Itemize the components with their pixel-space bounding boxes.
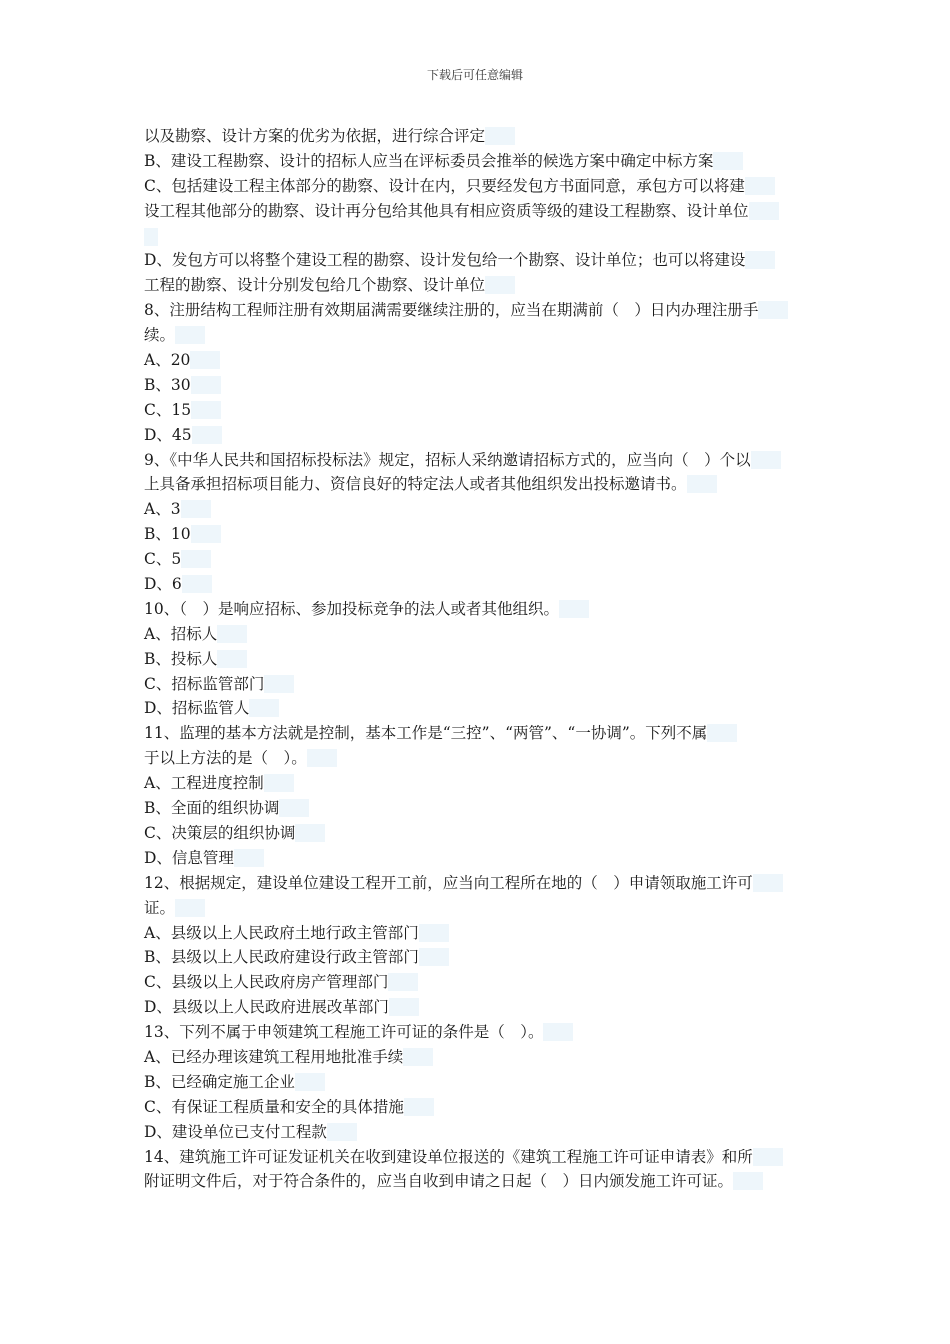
line-text: 9、《中华人民共和国招标投标法》规定，招标人采纳邀请招标方式的，应当向（ ）个以 (144, 451, 781, 469)
line-text: B、建设工程勘察、设计的招标人应当在评标委员会推举的候选方案中确定中标方案 (144, 152, 743, 170)
text-line (144, 821, 812, 846)
text-line (144, 1145, 812, 1170)
line-text: 附证明文件后，对于符合条件的，应当自收到申请之日起（ ）日内颁发施工许可证。 (144, 1172, 763, 1190)
text-line (144, 348, 812, 373)
text-line (144, 373, 812, 398)
line-text: 证。 (144, 899, 205, 917)
text-line (144, 995, 812, 1020)
line-text: C、县级以上人民政府房产管理部门 (144, 973, 418, 991)
text-line (144, 896, 812, 921)
line-text: 12、根据规定，建设单位建设工程开工前，应当向工程所在地的（ ）申请领取施工许可 (144, 874, 783, 892)
line-text: C、招标监管部门 (144, 675, 294, 693)
text-line (144, 921, 812, 946)
line-text: A、20 (144, 351, 220, 369)
text-line (144, 572, 812, 597)
text-line (144, 970, 812, 995)
text-line (144, 647, 812, 672)
line-text: 设工程其他部分的勘察、设计再分包给其他具有相应资质等级的建设工程勘察、设计单位 (144, 202, 779, 220)
blank-line-marker (144, 228, 158, 246)
text-line (144, 771, 812, 796)
text-line (144, 846, 812, 871)
text-line (144, 597, 812, 622)
text-line (144, 273, 812, 298)
line-text: 于以上方法的是（ ）。 (144, 749, 337, 767)
text-line (144, 149, 812, 174)
text-line (144, 1045, 812, 1070)
line-text: 上具备承担招标项目能力、资信良好的特定法人或者其他组织发出投标邀请书。 (144, 475, 717, 493)
line-text: D、建设单位已支付工程款 (144, 1123, 357, 1141)
line-text: C、包括建设工程主体部分的勘察、设计在内，只要经发包方书面同意，承包方可以将建 (144, 177, 775, 195)
line-text: B、投标人 (144, 650, 247, 668)
text-line (144, 522, 812, 547)
line-text: 以及勘察、设计方案的优劣为依据，进行综合评定 (144, 127, 515, 145)
text-line (144, 199, 812, 224)
line-text: B、已经确定施工企业 (144, 1073, 325, 1091)
text-line (144, 497, 812, 522)
text-line (144, 721, 812, 746)
text-line (144, 298, 812, 323)
line-text: A、3 (144, 500, 211, 518)
line-text: D、信息管理 (144, 849, 264, 867)
text-line (144, 746, 812, 771)
line-text: D、县级以上人民政府进展改革部门 (144, 998, 419, 1016)
text-line (144, 672, 812, 697)
line-text: D、6 (144, 575, 212, 593)
line-text: A、县级以上人民政府土地行政主管部门 (144, 924, 449, 942)
line-text: B、全面的组织协调 (144, 799, 309, 817)
text-line (144, 472, 812, 497)
line-text: 8、注册结构工程师注册有效期届满需要继续注册的，应当在期满前（ ）日内办理注册手 (144, 301, 788, 319)
text-line (144, 398, 812, 423)
line-text: C、15 (144, 401, 221, 419)
document-body (144, 124, 812, 1194)
text-line (144, 622, 812, 647)
text-line (144, 1120, 812, 1145)
line-text: B、10 (144, 525, 221, 543)
text-line (144, 871, 812, 896)
text-line (144, 945, 812, 970)
text-line (144, 448, 812, 473)
line-text: C、有保证工程质量和安全的具体措施 (144, 1098, 434, 1116)
line-text: B、30 (144, 376, 221, 394)
text-line (144, 248, 812, 273)
text-line (144, 1095, 812, 1120)
text-line (144, 124, 812, 149)
line-text: 13、下列不属于申领建筑工程施工许可证的条件是（ ）。 (144, 1023, 573, 1041)
line-text: 10、（ ）是响应招标、参加投标竞争的法人或者其他组织。 (144, 600, 589, 618)
line-text: C、5 (144, 550, 211, 568)
text-line (144, 323, 812, 348)
line-text: B、县级以上人民政府建设行政主管部门 (144, 948, 449, 966)
text-line (144, 696, 812, 721)
text-line (144, 174, 812, 199)
page-header: 下载后可任意编辑 (426, 68, 523, 82)
text-line (144, 1070, 812, 1095)
line-text: D、招标监管人 (144, 699, 279, 717)
line-text: A、已经办理该建筑工程用地批准手续 (144, 1048, 433, 1066)
line-text: D、45 (144, 426, 222, 444)
text-line (144, 796, 812, 821)
line-text: D、发包方可以将整个建设工程的勘察、设计发包给一个勘察、设计单位；也可以将建设 (144, 251, 775, 269)
line-text: 11、监理的基本方法就是控制，基本工作是“三控”、“两管”、“一协调”。下列不属 (144, 724, 737, 742)
text-line (144, 1169, 812, 1194)
line-text: A、招标人 (144, 625, 247, 643)
line-text: 工程的勘察、设计分别发包给几个勘察、设计单位 (144, 276, 515, 294)
line-text: 14、建筑施工许可证发证机关在收到建设单位报送的《建筑工程施工许可证申请表》和所 (144, 1148, 783, 1166)
text-line (144, 224, 812, 249)
text-line (144, 423, 812, 448)
text-line (144, 1020, 812, 1045)
line-text: C、决策层的组织协调 (144, 824, 325, 842)
line-text: 续。 (144, 326, 205, 344)
text-line (144, 547, 812, 572)
line-text: A、工程进度控制 (144, 774, 294, 792)
